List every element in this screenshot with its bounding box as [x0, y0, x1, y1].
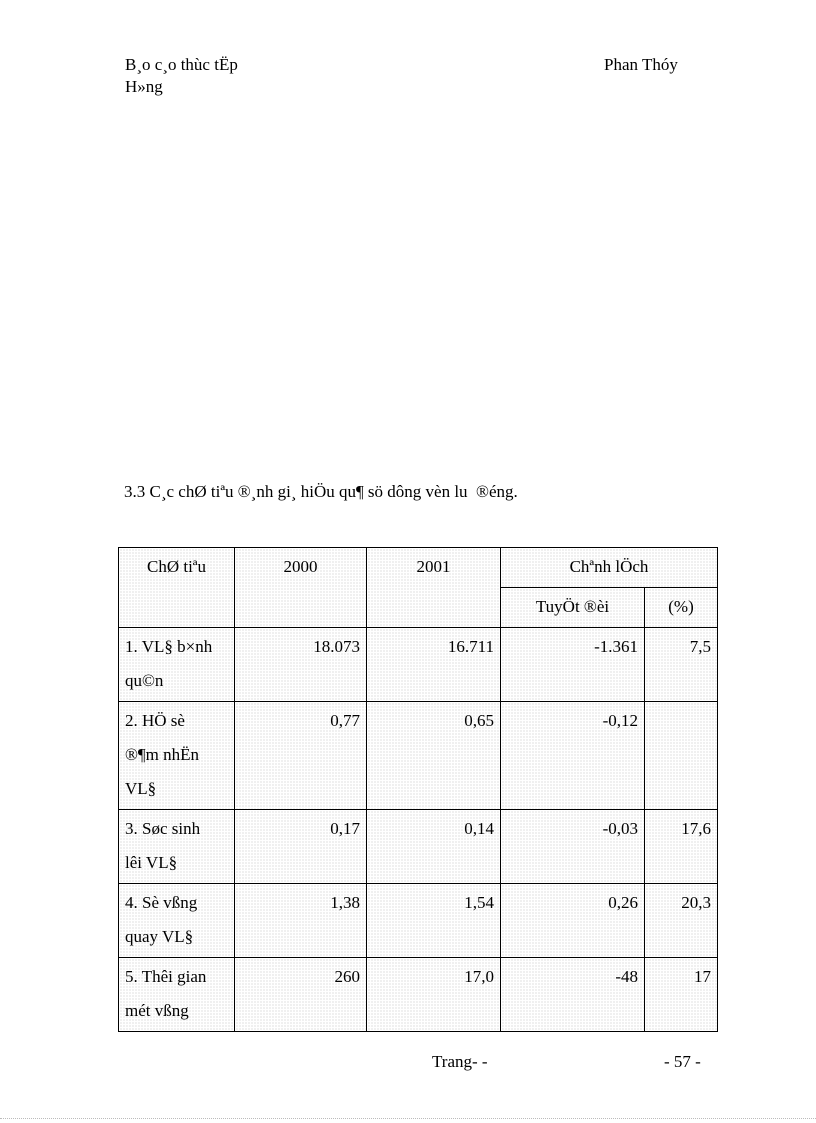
header-indicator: ChØ tiªu — [119, 548, 235, 628]
row-indicator-label — [119, 702, 235, 810]
footer-page-number: - 57 - — [664, 1052, 701, 1071]
row-indicator-label — [119, 884, 235, 958]
cell-percent: 17 — [645, 958, 718, 1032]
cell-absolute: -0,12 — [501, 702, 645, 810]
row-label-line: VL§ — [125, 779, 157, 798]
cell-2000: 1,38 — [235, 884, 367, 958]
cell-2001: 1,54 — [367, 884, 501, 958]
header-absolute: TuyÖt ®èi — [501, 588, 645, 628]
cell-2000: 0,77 — [235, 702, 367, 810]
row-label-line: 4. Sè vßng — [125, 893, 198, 912]
table-row — [119, 810, 718, 884]
cell-2000: 0,17 — [235, 810, 367, 884]
table-row — [119, 628, 718, 702]
row-label-line: mét vßng — [125, 1001, 189, 1020]
table-header-row — [119, 548, 718, 588]
cell-absolute: -1.361 — [501, 628, 645, 702]
row-label-line: 5. Thêi gian — [125, 967, 207, 986]
cell-percent — [645, 702, 718, 810]
row-indicator-label — [119, 810, 235, 884]
header-difference: Chªnh lÖch — [501, 548, 718, 588]
row-indicator-label — [119, 958, 235, 1032]
row-label-line: 2. HÖ sè — [125, 711, 185, 730]
footer-trang-label: Trang- - — [432, 1052, 488, 1071]
cell-2000: 260 — [235, 958, 367, 1032]
document-header-left — [125, 54, 238, 98]
header-author-name: Phan Thóy — [604, 55, 678, 74]
table-row — [119, 702, 718, 810]
header-year-2001: 2001 — [367, 548, 501, 628]
efficiency-table — [118, 547, 718, 1032]
cell-percent: 7,5 — [645, 628, 718, 702]
header-year-2000: 2000 — [235, 548, 367, 628]
row-label-line: 1. VL§ b×nh — [125, 637, 213, 656]
cell-percent: 17,6 — [645, 810, 718, 884]
cell-2001: 16.711 — [367, 628, 501, 702]
header-author-surname: H»ng — [125, 77, 163, 96]
row-label-line: ®¶m nhËn — [125, 745, 199, 764]
cell-2001: 0,65 — [367, 702, 501, 810]
header-report-title: B¸o c¸o thùc tËp — [125, 55, 238, 74]
cell-absolute: -48 — [501, 958, 645, 1032]
row-label-line: qu©n — [125, 671, 164, 690]
cell-absolute: -0,03 — [501, 810, 645, 884]
cell-absolute: 0,26 — [501, 884, 645, 958]
cell-percent: 20,3 — [645, 884, 718, 958]
row-label-line: lêi VL§ — [125, 853, 178, 872]
table-row — [119, 884, 718, 958]
cell-2001: 0,14 — [367, 810, 501, 884]
row-label-line: 3. Søc sinh — [125, 819, 201, 838]
cell-2000: 18.073 — [235, 628, 367, 702]
cell-2001: 17,0 — [367, 958, 501, 1032]
table-row — [119, 958, 718, 1032]
page-bottom-edge — [0, 1118, 816, 1119]
row-label-line: quay VL§ — [125, 927, 194, 946]
section-title: 3.3 C¸c chØ tiªu ®¸nh gi¸ hiÖu qu¶ sö dông vèn lu ®éng. — [124, 482, 518, 501]
row-indicator-label — [119, 628, 235, 702]
header-percent: (%) — [645, 588, 718, 628]
